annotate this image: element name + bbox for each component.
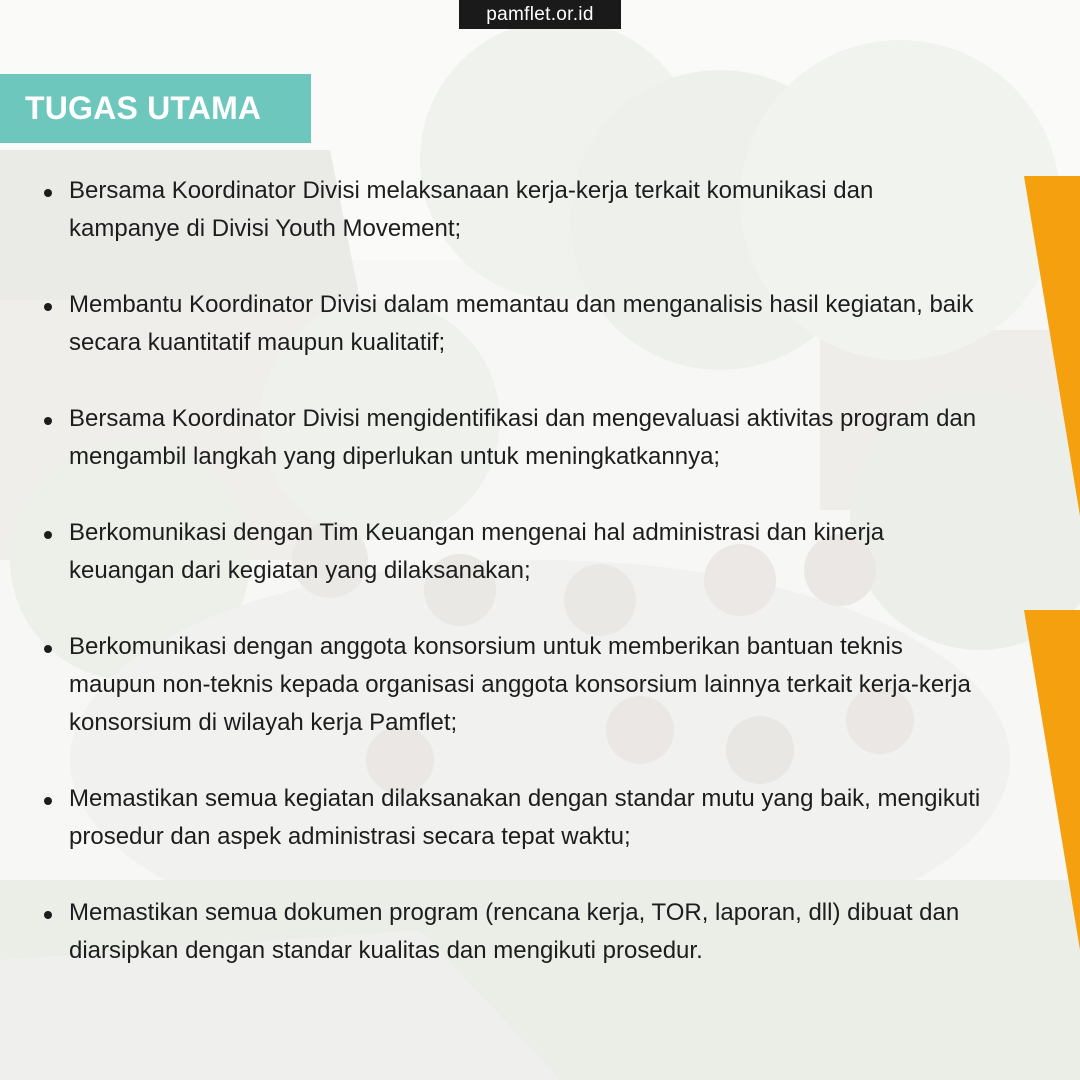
- site-label: pamflet.or.id: [459, 0, 621, 29]
- duty-item: [42, 894, 982, 970]
- duty-item: [42, 628, 982, 742]
- duty-text: Membantu Koordinator Divisi dalam memantau dan menganalisis hasil kegiatan, baik secara kuantitatif maupun kualitatif;: [69, 291, 974, 356]
- orange-accent-shape-bottom: [1010, 610, 1080, 950]
- duty-item: [42, 400, 982, 476]
- duty-item: [42, 780, 982, 856]
- duty-text: Bersama Koordinator Divisi mengidentifikasi dan mengevaluasi aktivitas program dan mengambil langkah yang diperlukan untuk meningkatkannya;: [69, 405, 977, 470]
- bullet-icon: [44, 189, 52, 197]
- bullet-icon: [44, 797, 52, 805]
- bullet-icon: [44, 645, 52, 653]
- bullet-icon: [44, 303, 52, 311]
- bullet-icon: [44, 911, 52, 919]
- duty-item: [42, 172, 982, 248]
- duty-text: Berkomunikasi dengan anggota konsorsium untuk memberikan bantuan teknis maupun non-teknis kepada organisasi anggota konsorsium lainnya terkait kerja-kerja konsorsium di wilayah kerja Pamflet;: [69, 633, 971, 736]
- duty-text: Memastikan semua dokumen program (rencana kerja, TOR, laporan, dll) dibuat dan diarsipkan dengan standar kualitas dan mengikuti prosedur.: [69, 899, 960, 964]
- orange-accent-shape-top: [1010, 176, 1080, 516]
- duty-item: [42, 514, 982, 590]
- duty-text: Bersama Koordinator Divisi melaksanaan kerja-kerja terkait komunikasi dan kampanye di Divisi Youth Movement;: [69, 177, 874, 242]
- duty-text: Memastikan semua kegiatan dilaksanakan dengan standar mutu yang baik, mengikuti prosedur dan aspek administrasi secara tepat waktu;: [69, 785, 981, 850]
- duty-text: Berkomunikasi dengan Tim Keuangan mengenai hal administrasi dan kinerja keuangan dari kegiatan yang dilaksanakan;: [69, 519, 885, 584]
- bullet-icon: [44, 531, 52, 539]
- section-banner: [0, 74, 311, 143]
- duties-list: [42, 172, 982, 1008]
- bullet-icon: [44, 417, 52, 425]
- duty-item: [42, 286, 982, 362]
- section-title: TUGAS UTAMA: [25, 90, 262, 126]
